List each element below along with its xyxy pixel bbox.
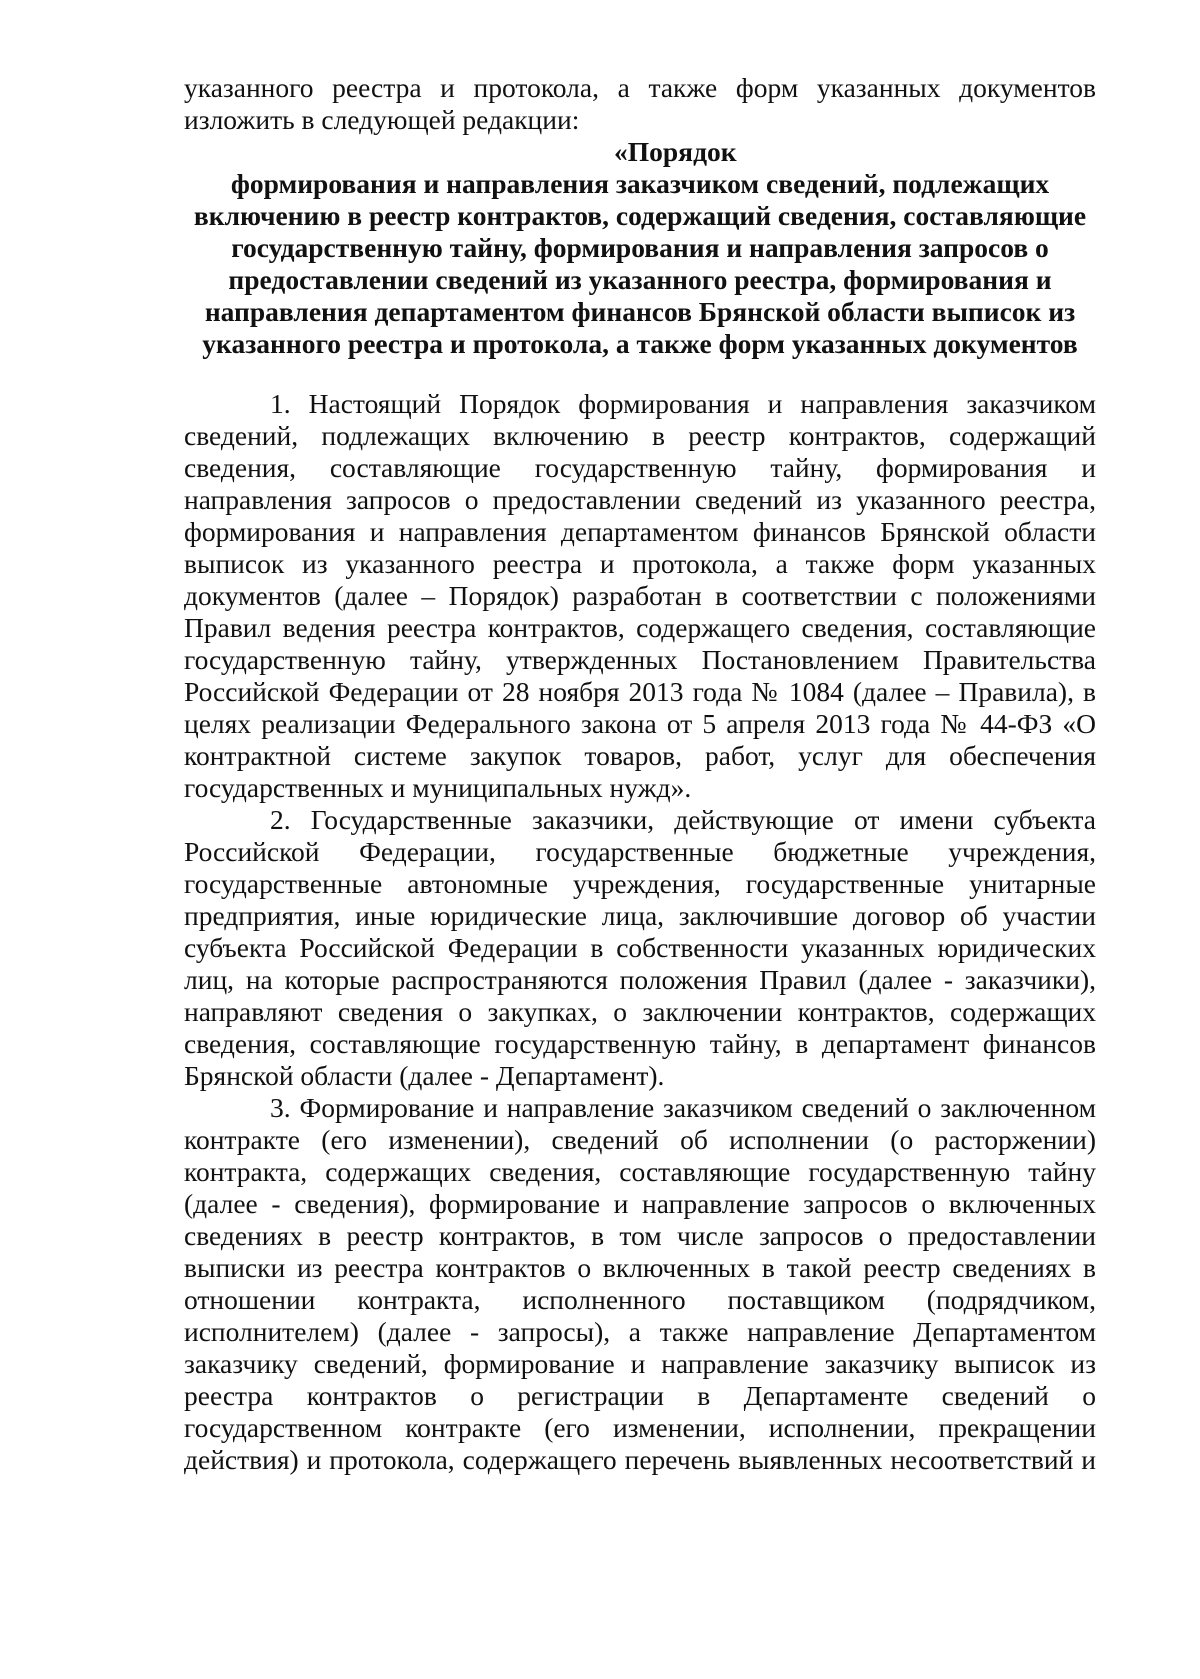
- paragraph-line: выписки из реестра контрактов о включенных в такой реестр сведениях в: [184, 1252, 1096, 1283]
- paragraph-1: [184, 388, 1096, 804]
- intro-line-2: изложить в следующей редакции:: [184, 104, 580, 135]
- title-line-1: «Порядок: [614, 136, 737, 167]
- paragraph-line: действия) и протокола, содержащего перечень выявленных несоответствий и: [184, 1444, 1096, 1475]
- paragraph-line: формирования и направления департаментом финансов Брянской области: [184, 516, 1096, 547]
- paragraph-3: [184, 1092, 1096, 1476]
- paragraph-line: заказчику сведений, формирование и направление заказчику выписок из: [184, 1348, 1096, 1379]
- paragraph-line: Российской Федерации, государственные бюджетные учреждения,: [184, 836, 1096, 867]
- paragraph-line: государственные автономные учреждения, государственные унитарные: [184, 868, 1096, 899]
- paragraph-line: Правил ведения реестра контрактов, содержащего сведения, составляющие: [184, 612, 1096, 643]
- paragraph-line: (далее - сведения), формирование и направление запросов о включенных: [184, 1188, 1096, 1219]
- paragraph-line: государственных и муниципальных нужд».: [184, 772, 692, 803]
- paragraph-line: документов (далее – Порядок) разработан в соответствии с положениями: [184, 580, 1096, 611]
- paragraph-line: контракте (его изменении), сведений об исполнении (о расторжении): [184, 1124, 1096, 1155]
- spacer: [184, 360, 1096, 388]
- title-line-6: направления департаментом финансов Брянской области выписок из: [204, 296, 1076, 327]
- paragraph-line: выписок из указанного реестра и протокола, а также форм указанных: [184, 548, 1096, 579]
- paragraph-line: Брянской области (далее - Департамент).: [184, 1060, 665, 1091]
- paragraph-line: государственную тайну, утвержденных Постановлением Правительства: [184, 644, 1096, 675]
- paragraph-line: реестра контрактов о регистрации в Департаменте сведений о: [184, 1380, 1096, 1411]
- paragraph-line: контракта, содержащих сведения, составляющие государственную тайну: [184, 1156, 1096, 1187]
- paragraph-line: отношении контракта, исполненного поставщиком (подрядчиком,: [184, 1284, 1096, 1315]
- paragraph-line: исполнителем) (далее - запросы), а также направление Департаментом: [184, 1316, 1096, 1347]
- paragraph-line: государственном контракте (его изменении, исполнении, прекращении: [184, 1412, 1096, 1443]
- title-line-2: формирования и направления заказчиком сведений, подлежащих: [230, 168, 1050, 199]
- title-line-5: предоставлении сведений из указанного реестра, формирования и: [228, 264, 1052, 295]
- paragraph-line: сведения, составляющие государственную тайну, формирования и: [184, 452, 1096, 483]
- paragraph-2: [184, 804, 1096, 1092]
- paragraph-line: субъекта Российской Федерации в собственности указанных юридических: [184, 932, 1096, 963]
- document-title: [184, 136, 1096, 360]
- title-line-4: государственную тайну, формирования и направления запросов о: [231, 232, 1049, 263]
- title-line-7: указанного реестра и протокола, а также форм указанных документов: [202, 328, 1078, 359]
- paragraph-line: предприятия, иные юридические лица, заключившие договор об участии: [184, 900, 1096, 931]
- paragraph-line: 2. Государственные заказчики, действующие от имени субъекта: [270, 804, 1096, 835]
- paragraph-line: направления запросов о предоставлении сведений из указанного реестра,: [184, 484, 1096, 515]
- intro-line-1: указанного реестра и протокола, а также форм указанных документов: [184, 72, 1096, 103]
- paragraph-line: контрактной системе закупок товаров, работ, услуг для обеспечения: [184, 740, 1096, 771]
- document-body: [184, 72, 1096, 1476]
- paragraph-line: 3. Формирование и направление заказчиком сведений о заключенном: [270, 1092, 1096, 1123]
- paragraph-line: направляют сведения о закупках, о заключении контрактов, содержащих: [184, 996, 1096, 1027]
- paragraph-line: лиц, на которые распространяются положения Правил (далее - заказчики),: [184, 964, 1096, 995]
- paragraph-line: сведения, составляющие государственную тайну, в департамент финансов: [184, 1028, 1096, 1059]
- paragraph-line: Российской Федерации от 28 ноября 2013 года № 1084 (далее – Правила), в: [184, 676, 1096, 707]
- title-line-3: включению в реестр контрактов, содержащий сведения, составляющие: [193, 200, 1087, 231]
- paragraph-line: сведений, подлежащих включению в реестр контрактов, содержащий: [184, 420, 1096, 451]
- paragraph-line: сведениях в реестр контрактов, в том числе запросов о предоставлении: [184, 1220, 1096, 1251]
- paragraph-line: целях реализации Федерального закона от 5 апреля 2013 года № 44-ФЗ «О: [184, 708, 1096, 739]
- paragraph-line: 1. Настоящий Порядок формирования и направления заказчиком: [270, 388, 1096, 419]
